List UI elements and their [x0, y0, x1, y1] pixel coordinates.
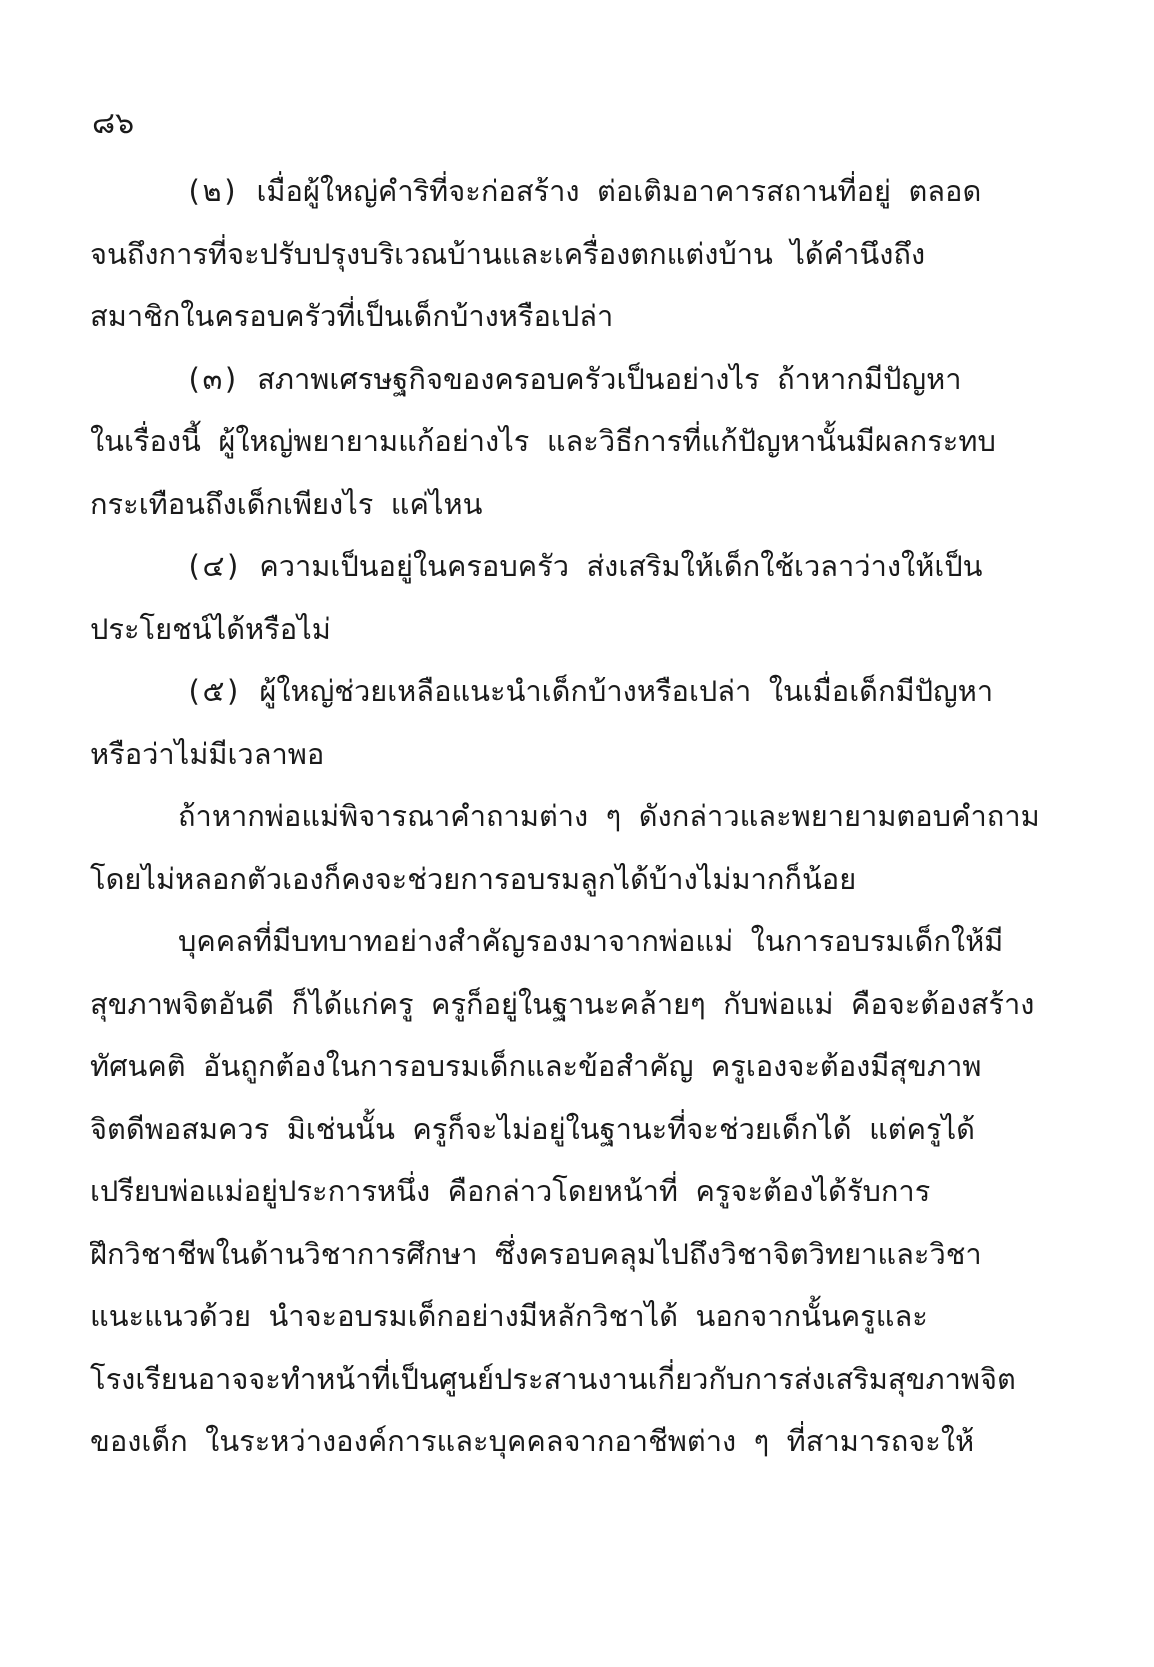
paragraph-item-2	[90, 160, 1060, 348]
body-text	[90, 160, 1060, 1473]
paragraph-line: (๓) สภาพเศรษฐกิจของครอบครัวเป็นอย่างไร ถ้าหากมีปัญหา	[185, 361, 962, 396]
paragraph-line: กระเทือนถึงเด็กเพียงไร แค่ไหน	[90, 486, 483, 521]
paragraph-line: ถ้าหากพ่อแม่พิจารณาคำถามต่าง ๆ ดังกล่าวและพยายามตอบคำถาม	[178, 799, 1040, 833]
paragraph-line: ประโยชน์ได้หรือไม่	[90, 611, 331, 646]
paragraph-line: หรือว่าไม่มีเวลาพอ	[90, 736, 325, 771]
paragraph-item-5	[90, 660, 1060, 785]
paragraph-line: (๕) ผู้ใหญ่ช่วยเหลือแนะนำเด็กบ้างหรือเปล่า ในเมื่อเด็กมีปัญหา	[185, 674, 994, 708]
paragraph-line: จนถึงการที่จะปรับปรุงบริเวณบ้านและเครื่องตกแต่งบ้าน ได้คำนึงถึง	[90, 236, 926, 271]
paragraph-line: (๒) เมื่อผู้ใหญ่คำริที่จะก่อสร้าง ต่อเติมอาคารสถานที่อยู่ ตลอด	[185, 174, 982, 208]
paragraph-line: แนะแนวด้วย นำจะอบรมเด็กอย่างมีหลักวิชาได้ นอกจากนั้นครูและ	[90, 1299, 928, 1333]
paragraph-line: ของเด็ก ในระหว่างองค์การและบุคคลจากอาชีพต่าง ๆ ที่สามารถจะให้	[90, 1424, 975, 1458]
paragraph-teachers-role	[90, 910, 1060, 1473]
paragraph-line: บุคคลที่มีบทบาทอย่างสำคัญรองมาจากพ่อแม่ ในการอบรมเด็กให้มี	[178, 924, 1004, 958]
paragraph-line: ฝึกวิชาชีพในด้านวิชาการศึกษา ซึ่งครอบคลุมไปถึงวิชาจิตวิทยาและวิชา	[90, 1236, 982, 1271]
paragraph-line: โดยไม่หลอกตัวเองก็คงจะช่วยการอบรมลูกได้บ้างไม่มากก็น้อย	[90, 861, 857, 896]
paragraph-parents-questions	[90, 785, 1060, 910]
paragraph-item-3	[90, 348, 1060, 536]
page-number: ๘๖	[92, 106, 135, 141]
paragraph-line: ทัศนคติ อันถูกต้องในการอบรมเด็กและข้อสำคัญ ครูเองจะต้องมีสุขภาพ	[90, 1049, 982, 1083]
paragraph-line: สมาชิกในครอบครัวที่เป็นเด็กบ้างหรือเปล่า	[90, 299, 614, 333]
paragraph-line: จิตดีพอสมควร มิเช่นนั้น ครูก็จะไม่อยู่ในฐานะที่จะช่วยเด็กได้ แต่ครูได้	[90, 1111, 975, 1146]
paragraph-line: โรงเรียนอาจจะทำหน้าที่เป็นศูนย์ประสานงานเกี่ยวกับการส่งเสริมสุขภาพจิต	[90, 1361, 1016, 1396]
paragraph-item-4	[90, 535, 1060, 660]
paragraph-line: (๔) ความเป็นอยู่ในครอบครัว ส่งเสริมให้เด็กใช้เวลาว่างให้เป็น	[185, 549, 983, 583]
paragraph-line: สุขภาพจิตอันดี ก็ได้แก่ครู ครูก็อยู่ในฐานะคล้ายๆ กับพ่อแม่ คือจะต้องสร้าง	[90, 986, 1035, 1021]
paragraph-line: เปรียบพ่อแม่อยู่ประการหนึ่ง คือกล่าวโดยหน้าที่ ครูจะต้องได้รับการ	[90, 1174, 931, 1208]
paragraph-line: ในเรื่องนี้ ผู้ใหญ่พยายามแก้อย่างไร และวิธีการที่แก้ปัญหานั้นมีผลกระทบ	[90, 424, 996, 458]
